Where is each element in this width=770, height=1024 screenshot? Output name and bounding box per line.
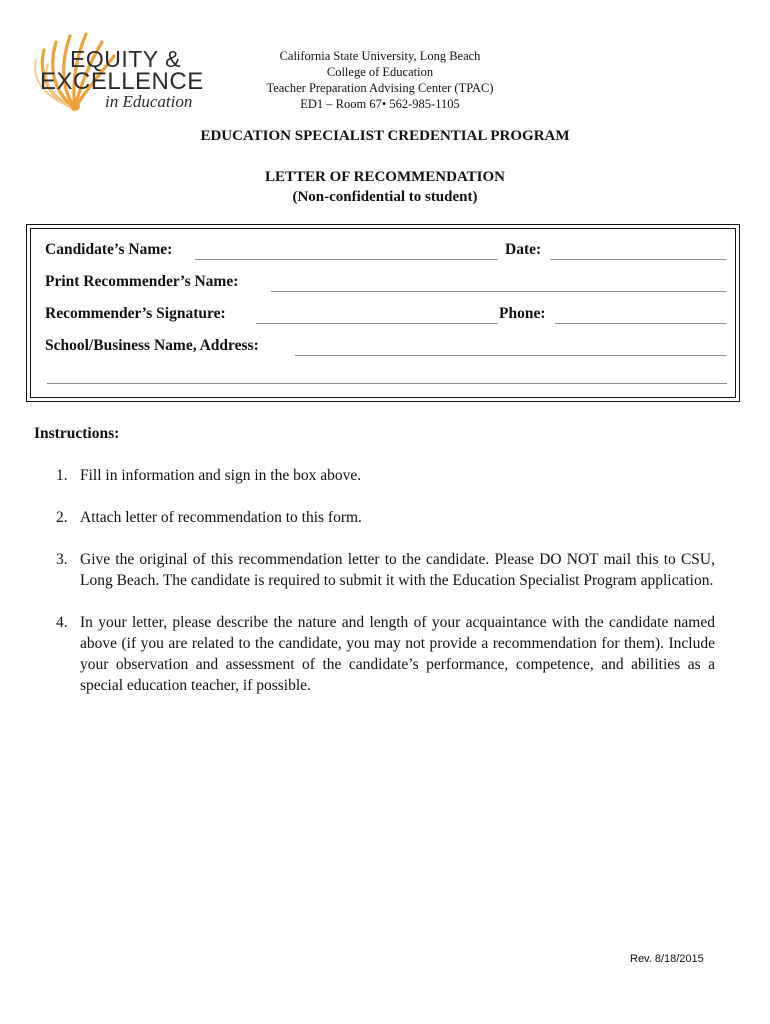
list-item-number: 1.	[56, 467, 68, 484]
letter-title-block	[0, 167, 770, 207]
date-field[interactable]	[550, 259, 726, 260]
logo-text-equity: EQUITY &	[70, 46, 181, 72]
school-address-field-line2[interactable]	[47, 383, 727, 384]
header-college: College of Education	[326, 65, 434, 79]
candidate-row	[45, 241, 729, 263]
recommender-name-label: Print Recommender’s Name:	[45, 273, 239, 290]
header-room: ED1 – Room 67• 562-985-1105	[300, 97, 460, 111]
date-label: Date:	[505, 241, 542, 258]
school-row	[45, 337, 729, 359]
candidate-name-field[interactable]	[195, 259, 498, 260]
phone-field[interactable]	[555, 323, 726, 324]
list-item	[40, 465, 715, 486]
signature-field[interactable]	[256, 323, 498, 324]
list-item-text: Fill in information and sign in the box above.	[80, 467, 362, 484]
phone-label: Phone:	[499, 305, 546, 322]
recommender-name-field[interactable]	[271, 291, 726, 292]
header-address-block	[220, 48, 540, 112]
revision-date: Rev. 8/18/2015	[630, 953, 704, 965]
recommender-name-row	[45, 273, 729, 295]
list-item-text: In your letter, please describe the nature and length of your acquaintance with the candidate named above (if you are related to the candidate, you may not provide a recommendation for them). Include your observation and assessment of the candidate’s performance, competence, and abilities as a special education teacher, if possible.	[80, 614, 715, 694]
list-item-number: 4.	[56, 614, 68, 631]
instructions-list	[40, 465, 715, 696]
list-item-text: Attach letter of recommendation to this form.	[80, 509, 362, 526]
list-item	[40, 549, 715, 591]
header-university: California State University, Long Beach	[279, 49, 481, 63]
header-center: Teacher Preparation Advising Center (TPAC)	[266, 81, 494, 95]
list-item-number: 2.	[56, 509, 68, 526]
list-item	[40, 507, 715, 528]
program-title: EDUCATION SPECIALIST CREDENTIAL PROGRAM	[200, 128, 570, 144]
logo-text-excellence: EXCELLENCE	[40, 68, 204, 95]
list-item	[40, 612, 715, 696]
school-address-field[interactable]	[295, 355, 726, 356]
recommendation-form-box	[26, 224, 740, 402]
letter-subtitle: (Non-confidential to student)	[292, 189, 478, 205]
school-address-label: School/Business Name, Address:	[45, 337, 259, 354]
signature-row	[45, 305, 729, 327]
instructions-heading: Instructions:	[34, 425, 120, 442]
list-item-text: Give the original of this recommendation letter to the candidate. Please DO NOT mail this to CSU, Long Beach. The candidate is required to submit it with the Education Specialist Program application.	[80, 551, 715, 589]
equity-excellence-logo	[30, 20, 204, 115]
list-item-number: 3.	[56, 551, 68, 568]
signature-label: Recommender’s Signature:	[45, 305, 226, 322]
logo-text-in-education: in Education	[105, 92, 193, 111]
candidate-name-label: Candidate’s Name:	[45, 241, 173, 258]
letter-title: LETTER OF RECOMMENDATION	[264, 169, 505, 185]
